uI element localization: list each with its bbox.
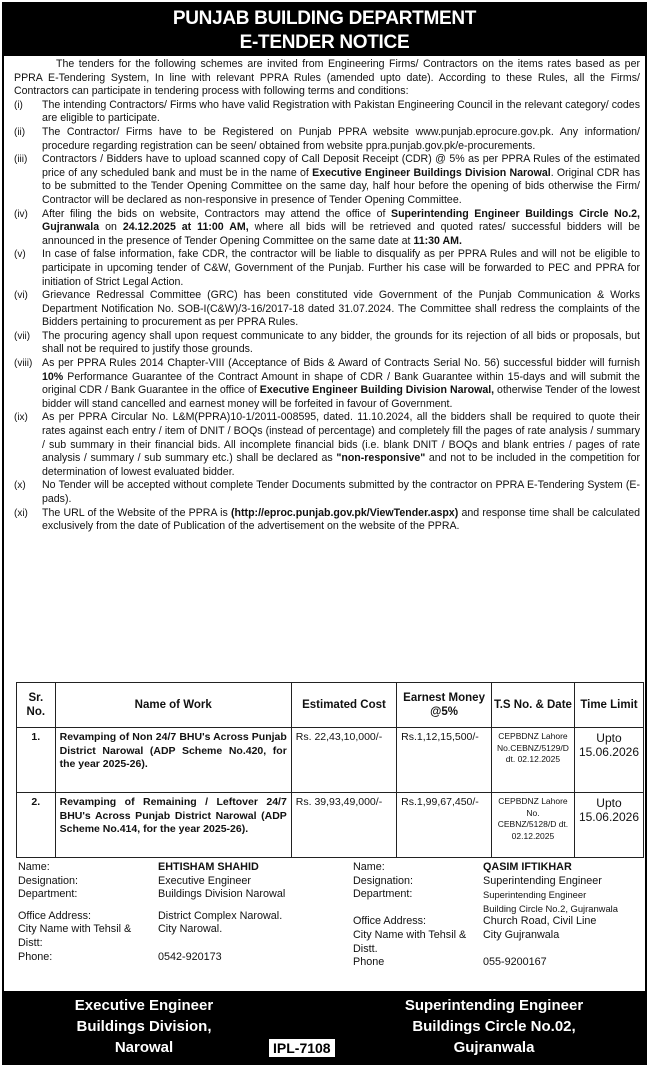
cell-time-limit: Upto 15.06.2026 bbox=[574, 728, 643, 793]
footer-left-line: Narowal bbox=[114, 1039, 174, 1056]
designation-value: Executive Engineer bbox=[158, 874, 252, 887]
cell-earnest-money: Rs.1,12,15,500/- bbox=[397, 728, 492, 793]
condition-emphasis: "non-responsive" bbox=[336, 452, 426, 465]
tender-notice bbox=[2, 2, 647, 1065]
condition-fragment: In case of false information, fake CDR, the contractor will be liable to disqualify as per PPRA Rules and will not be eligible to participate in upcoming tender of C&W, Government of the Punjab. Further his case will be forwarded to PEC and PPRA for initiation of Strict Legal Action. bbox=[42, 248, 640, 288]
table-header-row bbox=[17, 683, 644, 728]
condition-fragment: and not to be included in the competition for determination of lowest evaluated bidder. bbox=[42, 452, 640, 478]
city-value: City Narowal. bbox=[158, 923, 223, 936]
condition-item bbox=[14, 289, 640, 330]
condition-number: (ix) bbox=[14, 412, 28, 424]
city-label: City Name with Tehsil & bbox=[353, 928, 467, 941]
condition-item bbox=[14, 126, 640, 153]
condition-fragment: Performance Guarantee of the Contract Amount in shape of CDR / Bank Guarantee within 15-days and will submit the original CDR / Bank Guarantee in the office of bbox=[42, 370, 640, 397]
name-label: Name: bbox=[353, 861, 385, 873]
condition-number: (vii) bbox=[14, 330, 31, 342]
cell-name-of-work: Revamping of Non 24/7 BHU's Across Punjab District Narowal (ADP Scheme No.420, for the year 2025-26). bbox=[55, 728, 291, 793]
condition-fragment: The Contractor/ Firms have to be Registered on Punjab PPRA website www.punjab.eprocure.gov.pk. Any information/ procedure regarding registration can be seen/ obtained from website ppra.punjab.gov.pk/e-procurements. bbox=[42, 125, 640, 152]
condition-text bbox=[42, 99, 640, 126]
city-label-distt: Distt. bbox=[353, 942, 378, 955]
notice-body bbox=[14, 58, 640, 534]
ipl-code-badge: IPL-7108 bbox=[269, 1039, 335, 1057]
condition-item bbox=[14, 208, 640, 249]
office-value: Church Road, Civil Line bbox=[483, 915, 597, 928]
condition-text bbox=[42, 208, 640, 249]
office-label: Office Address: bbox=[353, 915, 427, 928]
condition-number: (iv) bbox=[14, 208, 28, 220]
condition-text bbox=[42, 153, 640, 207]
header-sr: Sr. No. bbox=[17, 683, 56, 728]
condition-item bbox=[14, 153, 640, 207]
condition-text bbox=[42, 289, 640, 330]
table-row bbox=[17, 728, 644, 793]
condition-fragment: As per PPRA Rules 2014 Chapter-VIII (Acceptance of Bids & Award of Contracts Serial No. 56) successful bidder will furnish bbox=[42, 357, 640, 370]
designation-label: Designation: bbox=[353, 874, 414, 887]
condition-text bbox=[42, 411, 640, 479]
header-name-of-work: Name of Work bbox=[55, 683, 291, 728]
condition-number: (viii) bbox=[14, 358, 33, 370]
condition-emphasis: 10% bbox=[42, 370, 64, 383]
condition-emphasis: Executive Engineer Building Division Narowal, bbox=[259, 384, 495, 397]
footer-left-line: Executive Engineer bbox=[74, 997, 214, 1014]
condition-item bbox=[14, 507, 640, 534]
cell-sr: 2. bbox=[17, 793, 56, 858]
city-label: City Name with Tehsil & bbox=[18, 923, 132, 936]
condition-fragment: The procuring agency shall upon request communicate to any bidder, the grounds for its rejection of all bids or proposals, but shall not be required to justify those grounds. bbox=[42, 329, 640, 356]
cell-sr: 1. bbox=[17, 728, 56, 793]
condition-emphasis: 11:30 AM. bbox=[413, 234, 462, 247]
condition-fragment: No Tender will be accepted without complete Tender Documents submitted by the contractor on PPRA E-Tendering System (E-pads). bbox=[42, 479, 640, 505]
condition-fragment: otherwise Tender of the lowest bidder will stand cancelled and earnest money will be forfeited in favour of Government. bbox=[42, 384, 640, 410]
condition-fragment: The URL of the Website of the PPRA is bbox=[42, 506, 232, 519]
cell-name-of-work: Revamping of Remaining / Leftover 24/7 BHU's Across Punjab District Narowal (ADP Scheme No.414, for the year 2025-26). bbox=[55, 793, 291, 858]
footer-left-line: Buildings Division, bbox=[76, 1018, 212, 1035]
name-label: Name: bbox=[18, 861, 50, 873]
designation-value: Superintending Engineer bbox=[483, 874, 602, 887]
condition-fragment: Grievance Redressal Committee (GRC) has been constituted vide Government of the Punjab Communication & Works Department Notification No. SOB-I(C&W)/3-16/2017-18 dated 31.07.2024. The Committee shall redress the complaints of the Bidders pertaining to procurement as per PPRA Rules. bbox=[42, 289, 640, 329]
condition-fragment: After filing the bids on website, Contractors may attend the office of bbox=[42, 207, 392, 220]
signatory-left bbox=[18, 861, 285, 964]
notice-header bbox=[4, 4, 645, 56]
condition-number: (i) bbox=[14, 99, 23, 111]
condition-text bbox=[42, 357, 640, 411]
notice-title: E-TENDER NOTICE bbox=[239, 32, 410, 53]
condition-text bbox=[42, 330, 640, 357]
footer-left-signature bbox=[44, 995, 244, 1058]
condition-number: (ii) bbox=[14, 126, 26, 138]
footer-right-line: Gujranwala bbox=[453, 1039, 535, 1056]
city-label-distt: Distt: bbox=[18, 936, 43, 949]
condition-item bbox=[14, 248, 640, 289]
designation-label: Designation: bbox=[18, 874, 79, 887]
footer-right-signature bbox=[384, 995, 604, 1058]
department-value: Buildings Division Narowal bbox=[158, 888, 286, 901]
header-estimated-cost: Estimated Cost bbox=[291, 683, 396, 728]
condition-item bbox=[14, 330, 640, 357]
condition-item bbox=[14, 99, 640, 126]
condition-number: (xi) bbox=[14, 507, 28, 519]
notice-footer bbox=[4, 991, 645, 1063]
phone-label: Phone bbox=[353, 956, 385, 969]
condition-fragment: Contractors / Bidders have to upload scanned copy of Call Deposit Receipt (CDR) @ 5% as per PPRA Rules of the estimated price of any scheduled bank and must be in the name of bbox=[42, 153, 640, 179]
condition-fragment: . Original CDR has to be submitted to the Tender Opening Committee on the same day, half hour before the opening of bids otherwise the Firm/ Contractor will be declared as non-responsive in presence of Tender Opening Committee. bbox=[42, 166, 640, 206]
cell-ts: CEPBDNZ Lahore No. CEBNZ/5128/D dt. 02.12.2025 bbox=[491, 793, 574, 858]
works-table bbox=[16, 682, 644, 858]
cell-estimated-cost: Rs. 22,43,10,000/- bbox=[291, 728, 396, 793]
condition-item bbox=[14, 411, 640, 479]
condition-emphasis: (http://eproc.punjab.gov.pk/ViewTender.aspx) bbox=[231, 506, 459, 519]
signatory-name: EHTISHAM SHAHID bbox=[158, 861, 259, 873]
department-value: Superintending Engineer bbox=[483, 889, 587, 901]
cell-time-limit: Upto 15.06.2026 bbox=[574, 793, 643, 858]
cell-ts: CEPBDNZ Lahore No.CEBNZ/5129/D dt. 02.12.2025 bbox=[491, 728, 574, 793]
intro-paragraph: The tenders for the following schemes are invited from Engineering Firms/ Contractors on the items rates based as per PPRA E-Tendering System, In line with relevant PPRA Rules (amended upto date). According to these Rules, all the Firms/ Contractors can participate in tendering process with following terms and conditions: bbox=[14, 58, 640, 98]
phone-value: 055-9200167 bbox=[483, 956, 547, 969]
condition-emphasis: Executive Engineer Buildings Division Narowal bbox=[312, 166, 551, 179]
condition-item bbox=[14, 479, 640, 506]
table-row bbox=[17, 793, 644, 858]
condition-emphasis: 24.12.2025 at 11:00 AM, bbox=[122, 221, 249, 234]
office-value: District Complex Narowal. bbox=[158, 909, 283, 922]
header-time-limit: Time Limit bbox=[574, 683, 643, 728]
department-value-2: Building Circle No.2, Gujranwala bbox=[483, 902, 618, 914]
cell-earnest-money: Rs.1,99,67,450/- bbox=[397, 793, 492, 858]
condition-fragment: where all bids will be retrieved and quoted rates/ successful bidders will be announced in the presence of Tender Opening Committee on the same date at bbox=[42, 221, 640, 247]
condition-number: (x) bbox=[14, 480, 26, 492]
phone-value: 0542-920173 bbox=[158, 950, 222, 963]
signatory-name: QASIM IFTIKHAR bbox=[483, 861, 572, 873]
condition-fragment: The intending Contractors/ Firms who have valid Registration with Pakistan Engineering Council in the relevant category/ codes are eligible to participate. bbox=[42, 98, 640, 125]
signatory-right bbox=[353, 861, 618, 970]
footer-right-line: Buildings Circle No.02, bbox=[412, 1018, 576, 1035]
condition-emphasis: Superintending Engineer Buildings Circle No.2, Gujranwala bbox=[42, 207, 641, 234]
conditions-list bbox=[14, 99, 640, 534]
condition-text bbox=[42, 479, 640, 506]
condition-number: (iii) bbox=[14, 154, 28, 166]
condition-text bbox=[42, 507, 640, 534]
footer-right-line: Superintending Engineer bbox=[404, 997, 584, 1014]
condition-item bbox=[14, 357, 640, 411]
condition-fragment: on bbox=[99, 221, 123, 234]
condition-text bbox=[42, 248, 640, 289]
office-label: Office Address: bbox=[18, 909, 92, 922]
condition-fragment: and response time shall be calculated exclusively from the date of Publication of the advertisement on the website of the PPRA. bbox=[42, 506, 640, 533]
phone-label: Phone: bbox=[18, 950, 53, 963]
condition-number: (vi) bbox=[14, 290, 28, 302]
header-earnest-money: Earnest Money @5% bbox=[397, 683, 492, 728]
cell-estimated-cost: Rs. 39,93,49,000/- bbox=[291, 793, 396, 858]
condition-text bbox=[42, 126, 640, 153]
department-title: PUNJAB BUILDING DEPARTMENT bbox=[172, 8, 477, 29]
city-value: City Gujranwala bbox=[483, 928, 560, 941]
header-ts: T.S No. & Date bbox=[491, 683, 574, 728]
department-label: Department: bbox=[353, 888, 413, 901]
condition-number: (v) bbox=[14, 249, 26, 261]
department-label: Department: bbox=[18, 888, 78, 901]
condition-fragment: As per PPRA Circular No. L&M(PPRA)10-1/2011-008595, dated. 11.10.2024, all the bidders shall be required to quote their rates against each entry / item of DNIT / BOQs (instead of percentage) and completely fill the pages of rate analysis / summary / sub summary in their financial bids. All incomplete financial bids (i.e. blank DNIT / BOQs and blank entries / pages of rate analysis / summary / sub summary etc.) shall be declared as bbox=[42, 411, 640, 465]
